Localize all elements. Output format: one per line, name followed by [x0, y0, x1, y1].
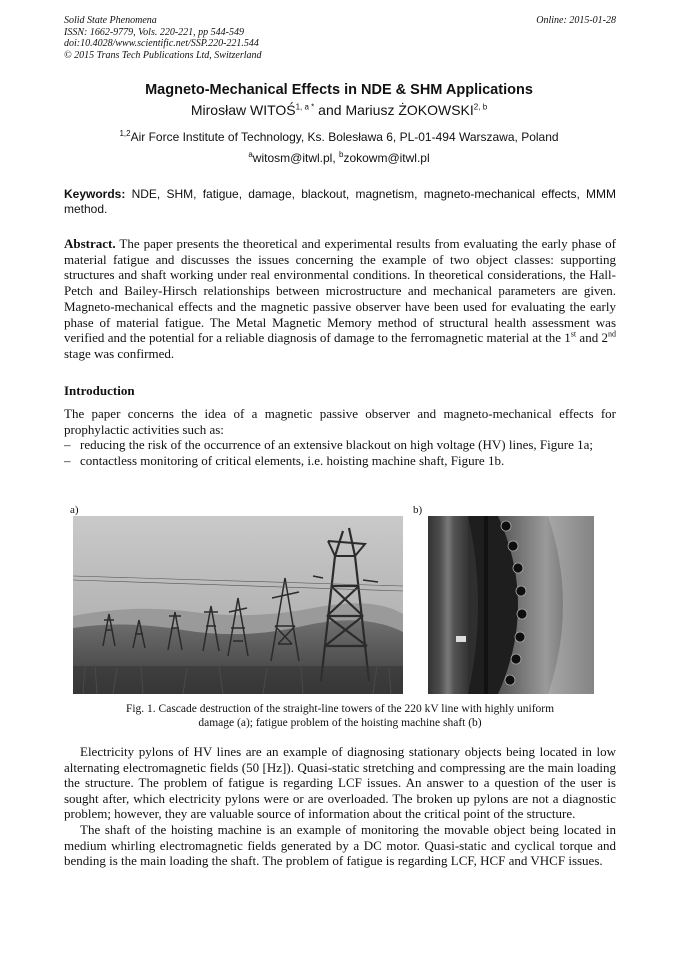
body-text — [64, 744, 616, 869]
bullet-dash: – — [64, 437, 71, 452]
email-b[interactable]: zokowm@itwl.pl — [343, 151, 430, 165]
intro-paragraph: The paper concerns the idea of a magnetic passive observer and magneto-mechanical effects for prophylactic activities such as: — [64, 406, 616, 437]
email-a-sup: a — [248, 150, 253, 159]
pylons-image — [73, 516, 403, 694]
email-line — [0, 151, 678, 165]
affiliation — [0, 130, 678, 144]
keywords-text: NDE, SHM, fatigue, damage, blackout, magnetism, magneto-mechanical effects, MMM method. — [64, 187, 616, 216]
abstract-text-3: stage was confirmed. — [64, 345, 175, 361]
abstract — [64, 236, 616, 362]
affiliation-sup: 1,2 — [119, 129, 131, 138]
abstract-text-1: The paper presents the theoretical and experimental results from evaluating the early phase of material fatigue and discusses the issues concerning the example of two object classes: supporting structures and shaft working under real environmental conditions. In theoretical considerations, the Hall-Petch and Bailey-Hirsch relationships between microstructure and mechanical parameters are given. Magneto-mechanical effects and the magnetic passive observer have been used for evaluating the early phase of material fatigue. The Metal Magnetic Memory method of structural health assessment was verified and the potential for a reliable diagnosis of damage to the ferromagnetic material at the 1 — [64, 236, 616, 346]
keywords-label: Keywords: — [64, 187, 126, 201]
abstract-sup-2: nd — [608, 329, 616, 339]
bullet-text: reducing the risk of the occurrence of an extensive blackout on high voltage (HV) lines, Figure 1a; — [80, 437, 593, 452]
caption-line-2: damage (a); fatigue problem of the hoisting machine shaft (b) — [198, 717, 482, 729]
affiliation-text: Air Force Institute of Technology, Ks. Bolesława 6, PL-01-494 Warszawa, Poland — [130, 130, 559, 144]
keywords — [64, 187, 616, 216]
email-a[interactable]: witosm@itwl.pl, — [252, 151, 339, 165]
online-date: Online: 2015-01-28 — [536, 15, 616, 26]
author-1: Mirosław WITOŚ — [190, 102, 296, 118]
abstract-label: Abstract. — [64, 236, 116, 251]
figure-caption — [64, 702, 616, 730]
abstract-sup-1: st — [570, 329, 577, 339]
bullet-text: contactless monitoring of critical elements, i.e. hoisting machine shaft, Figure 1b. — [80, 452, 505, 468]
author-2-sup: 2, b — [473, 102, 488, 112]
figure-a-pylons-photo — [73, 516, 403, 694]
caption-line-1: Fig. 1. Cascade destruction of the straight-line towers of the 220 kV line with highly uniform — [125, 703, 555, 715]
body-paragraph-2: The shaft of the hoisting machine is an example of monitoring the movable object being located in medium whirling electromagnetic fields generated by a DC motor. Quasi-static and cyclical torque and bending is the main loading the shaft. The problem of fatigue is regarding LCF, HCF and VHCF issues. — [64, 821, 616, 869]
shaft-image — [428, 516, 594, 694]
intro-heading: Introduction — [64, 383, 135, 398]
bullet-dash: – — [64, 452, 71, 468]
intro-bullets — [64, 437, 616, 468]
author-2: Mariusz ŻOKOWSKI — [345, 102, 474, 118]
bullet-item — [64, 453, 616, 469]
doi-line: doi:10.4028/www.scientific.net/SSP.220-221.544 — [64, 38, 259, 49]
copyright-line: © 2015 Trans Tech Publications Ltd, Switzerland — [64, 49, 262, 61]
author-and: and — [314, 102, 346, 118]
journal-name: Solid State Phenomena — [64, 15, 157, 26]
body-paragraph-1: Electricity pylons of HV lines are an example of diagnosing stationary objects being located in low alternating electromagnetic fields (50 [Hz]). Quasi-static stretching and compressing are the main loading the structure. The problem of fatigue is regarding LCF issues. An answer to a question of the user is sought after, which electricity pylons were or are overloaded. The broken up pylons are not a diagnostic problem; however, they are valuable source of information about the critical point of the structure. — [64, 744, 616, 822]
author-1-sup: 1, a * — [295, 102, 315, 112]
page-header — [64, 15, 616, 61]
figure-label-b: b) — [413, 504, 423, 516]
issn-line: ISSN: 1662-9779, Vols. 220-221, pp 544-549 — [64, 26, 244, 38]
figure-b-shaft-photo — [428, 516, 594, 694]
figure-label-a: a) — [70, 504, 79, 516]
abstract-text-2: and 2 — [576, 330, 608, 346]
bullet-item — [64, 437, 616, 453]
author-line — [0, 102, 678, 118]
email-b-sup: b — [339, 150, 344, 159]
paper-title: Magneto-Mechanical Effects in NDE & SHM Applications — [145, 82, 533, 98]
